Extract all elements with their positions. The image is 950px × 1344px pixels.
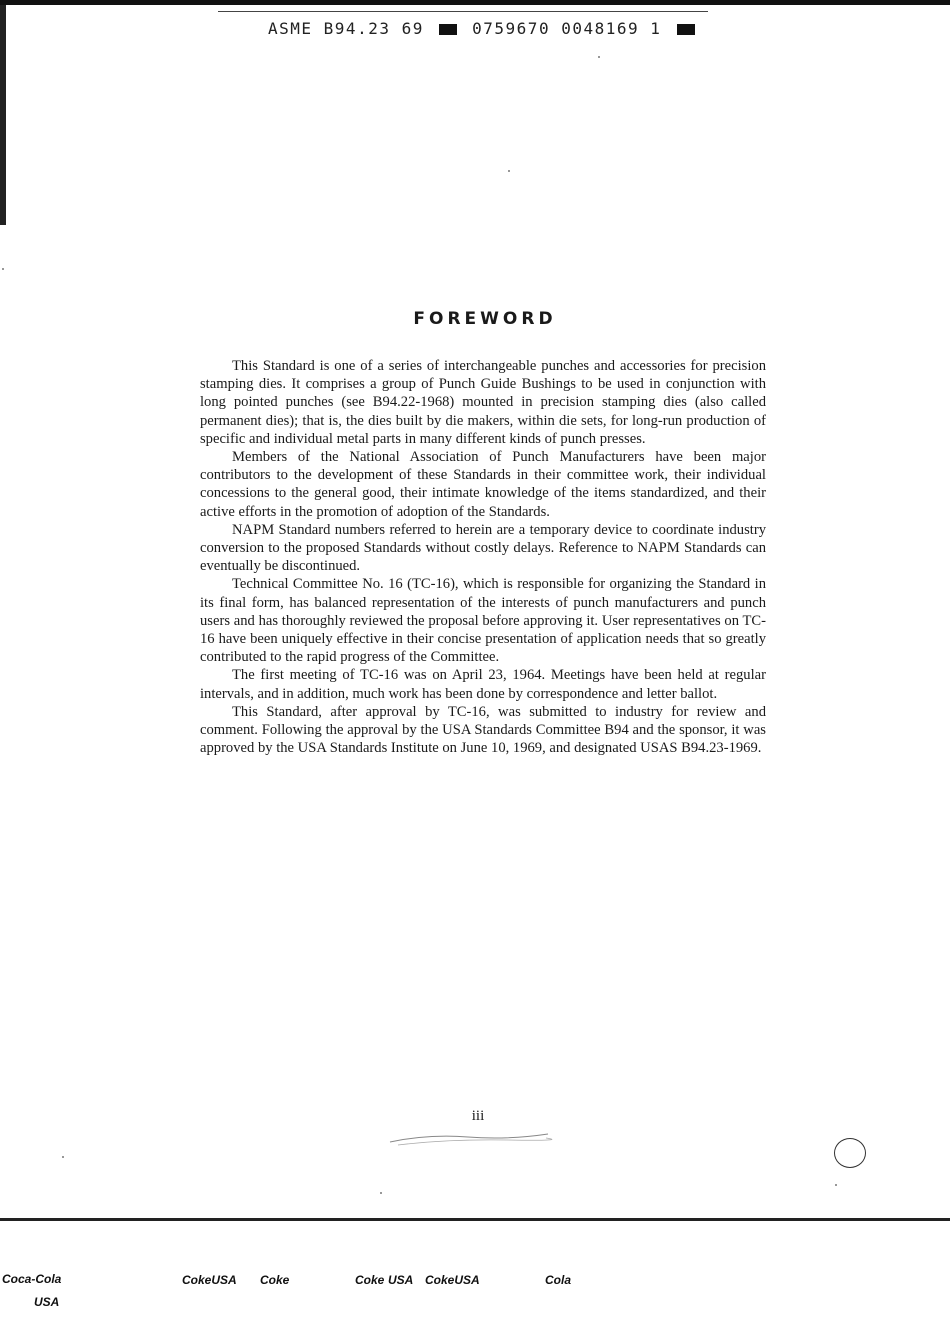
watermark-text: CokeUSA <box>182 1273 237 1287</box>
circle-mark <box>834 1138 866 1168</box>
paragraph: This Standard, after approval by TC-16, was submitted to industry for review and comment. Following the approval by the USA Standards Committee B94 and the sponsor, it was approved by the USA Standards Institute on June 10, 1969, and designated USAS B94.23-1969. <box>200 703 766 757</box>
paragraph: Members of the National Association of Punch Manufacturers have been major contributors to the development of these Standards in their committee work, their individual concessions to the general good, their intimate knowledge of the items standardized, and their active efforts in the promotion of adoption of the Standards. <box>200 449 766 520</box>
pencil-scribble <box>388 1128 553 1148</box>
bottom-scan-edge <box>0 1218 950 1221</box>
watermark-text: USA <box>34 1295 60 1309</box>
watermark-text: CokeUSA <box>425 1273 480 1287</box>
scan-speck <box>508 170 510 172</box>
watermark-text: Coke <box>355 1273 385 1287</box>
header-numbers: 0759670 0048169 1 <box>472 19 662 38</box>
redaction-block <box>677 24 695 35</box>
header-code: ASME B94.23 69 <box>268 19 424 38</box>
header-rule <box>218 11 708 12</box>
paragraph: The first meeting of TC-16 was on April 23, 1964. Meetings have been held at regular intervals, and in addition, much work has been done by correspondence and letter ballot. <box>200 667 766 702</box>
left-scan-edge <box>0 5 6 225</box>
document-header <box>268 19 708 38</box>
watermark-text: Coca-Cola <box>2 1272 62 1286</box>
paragraph: NAPM Standard numbers referred to herein are a temporary device to coordinate industry conversion to the proposed Standards without costly delays. Reference to NAPM Standards can eventually be discontinued. <box>200 521 766 575</box>
watermark-text: USA <box>388 1273 414 1287</box>
paragraph: This Standard is one of a series of interchangeable punches and accessories for precision stamping dies. It comprises a group of Punch Guide Bushings to be used in conjunction with long pointed punches (see B94.22-1968) mounted in precision stamping dies (also called permanent dies); that is, the dies built by die makers, within die sets, for long-run production of specific and individual metal parts in many different kinds of punch presses. <box>200 358 766 447</box>
paragraph: Technical Committee No. 16 (TC-16), which is responsible for organizing the Standard in its final form, has balanced representation of the interests of punch manufacturers and punch users and has thoroughly reviewed the proposal before approving it. User representatives on TC-16 have been uniquely effective in their concise presentation of application needs that so greatly contributed to the rapid progress of the Committee. <box>200 576 766 666</box>
watermark-text: Cola <box>545 1273 572 1287</box>
redaction-block <box>439 24 457 35</box>
top-scan-edge <box>0 0 950 5</box>
page-title: FOREWORD <box>413 309 557 329</box>
foreword-body <box>200 357 766 757</box>
scan-speck <box>62 1156 64 1158</box>
scan-speck <box>380 1192 382 1194</box>
scan-speck <box>835 1184 837 1186</box>
scan-speck <box>2 268 4 270</box>
scan-speck <box>598 56 600 58</box>
watermark-text: Coke <box>260 1273 290 1287</box>
page-number: iii <box>471 1108 485 1124</box>
